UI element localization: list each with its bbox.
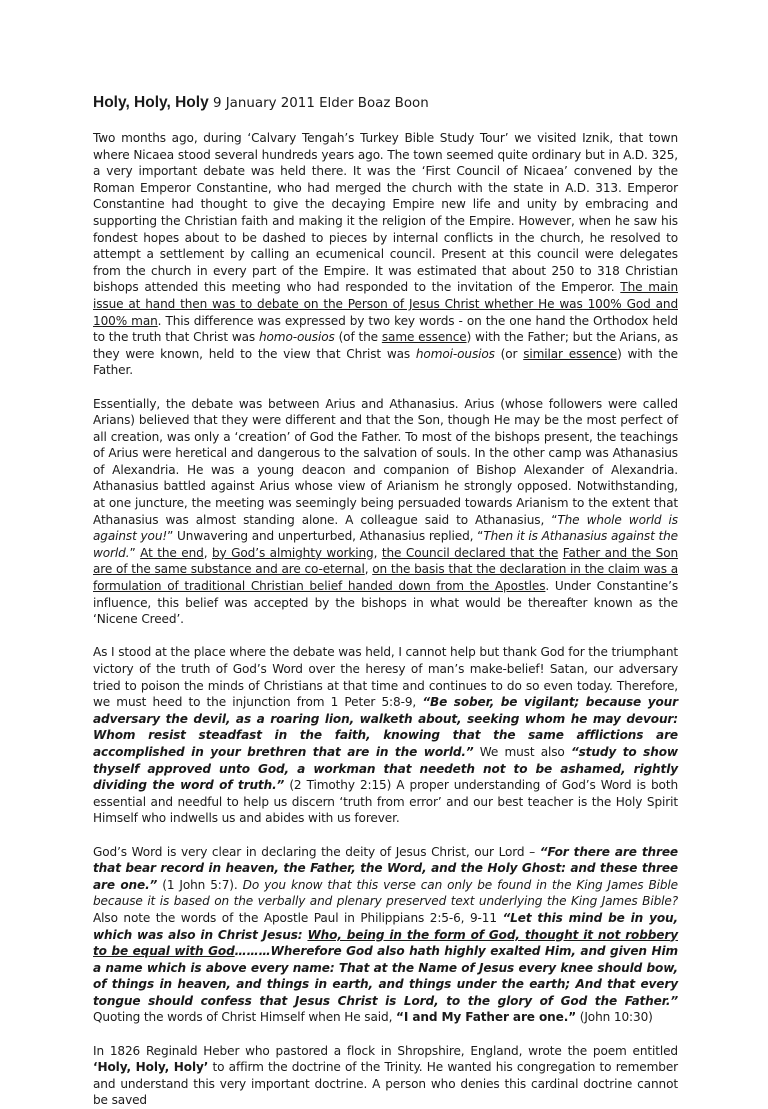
text-run: “Be sober, be vigilant; because your adversary the devil, as a roaring lion, walketh about, seeking whom he may devour: Whom resist steadfast in the faith, knowing that the same afflictions are accomplished in your brethren that are in the world.” [93, 695, 678, 759]
text-run: by God’s almighty working [212, 545, 374, 560]
text-run: “Let this mind be in you, which was also in Christ Jesus: [93, 910, 678, 942]
text-run: Two months ago, during ‘Calvary Tengah’s Turkey Bible Study Tour’ we visited Iznik, that town where Nicaea stood several hundreds years ago. The town seemed quite ordinary but in A.D. 325, a very important debate was held there. It was the ‘First Council of Nicaea’ convened by the Roman Emperor Constantine, who had merged the church with the state in A.D. 313. Emperor Constantine had thought to give the decaying Empire new life and unity by embracing and supporting the Christian faith and making it the religion of the Empire. However, when he saw his fondest hopes about to be dashed to pieces by internal conflicts in the church, he resolved to attempt a settlement by calling an ecumenical council. Present at this council were delegates from the church in every part of the Empire. It was estimated that about 250 to 318 Christian bishops attended this meeting who had responded to the invitation of the Emperor. [93, 131, 678, 295]
text-run: “For there are three that bear record in heaven, the Father, the Word, and the Holy Ghost: and these three are one.” [93, 844, 679, 892]
text-run: (or [494, 346, 524, 361]
byline: 9 January 2011 Elder Boaz Boon [208, 96, 429, 111]
text-run: Father and the Son are of the same substance and are co-eternal [93, 545, 679, 577]
text-run: We must also [473, 744, 571, 759]
text-run: The whole world is against you! [93, 512, 678, 544]
text-run: “I and My Father are one.” [396, 1010, 577, 1025]
text-run: At the end [140, 545, 204, 560]
text-run: ………Wherefore God also hath highly exalted Him, and given Him a name which is above every name: That at the Name of Jesus every knee should bow, of things in heaven, and things in earth, and things under the earth; And that every tongue should confess that Jesus Christ is Lord, to the glory of God the Father.” [93, 944, 678, 1008]
text-run: As I stood at the place where the debate was held, I cannot help but thank God for the triumphant victory of the truth of God’s Word over the heresy of man’s make-belief! Satan, our adversary tried to poison the minds of Christians at that time and continues to do so even today. Therefore, we must heed to the injunction from 1 Peter 5:8-9, [93, 645, 678, 710]
text-run: , [373, 545, 382, 560]
text-run: In 1826 Reginald Heber who pastored a flock in Shropshire, England, wrote the poem entitled [93, 1043, 678, 1058]
text-run: ” [129, 545, 141, 560]
text-run: on the basis that the declaration in the claim was a formulation of traditional Christian belief handed down from the Apostles [93, 562, 678, 594]
paragraph [93, 130, 678, 379]
text-run: . Under Constantine’s influence, this belief was accepted by the bishops in what would be thereafter known as the ‘Nicene Creed’. [93, 579, 679, 627]
text-run: (1 John 5:7). [157, 877, 243, 892]
text-run: (of the [334, 330, 382, 345]
text-run: Quoting the words of Christ Himself when He said, [93, 1010, 397, 1025]
text-run: Who, being in the form of God, thought it not robbery to be equal with God [93, 927, 678, 959]
text-run: ” Unwavering and unperturbed, Athanasius replied, “ [167, 529, 484, 544]
text-run: homoi-ousios [415, 346, 495, 361]
paragraph [93, 844, 678, 1027]
text-run: Also note the words of the Apostle Paul in Philippians 2:5-6, 9-11 [93, 910, 503, 925]
text-run: ‘Holy, Holy, Holy’ [93, 1060, 209, 1075]
text-run: Do you know that this verse can only be found in the King James Bible because it is based on the verbally and plenary preserved text underlying the King James Bible? [93, 877, 678, 909]
text-run: homo-ousios [258, 330, 335, 345]
page-title: Holy, Holy, Holy [93, 94, 209, 111]
text-run: the Council declared that the [381, 545, 559, 560]
paragraph [93, 1043, 678, 1109]
text-run: ) with the Father; but the Arians, as they were known, held to the view that Christ was [93, 330, 678, 361]
text-run: similar essence [523, 346, 618, 361]
text-run: ) with the Father. [93, 346, 678, 378]
text-run: The main issue at hand then was to debate on the Person of Jesus Christ whether He was 100% God and 100% man [93, 280, 678, 328]
text-run: “study to show thyself approved unto God, a workman that needeth not to be ashamed, rightly dividing the word of truth.” [93, 744, 678, 793]
text-run: God’s Word is very clear in declaring the deity of Jesus Christ, our Lord – [93, 844, 540, 859]
text-run: , [203, 545, 212, 560]
text-run: . This difference was expressed by two key words - on the one hand the Orthodox held to the truth that Christ was [93, 313, 678, 345]
text-run: , [364, 562, 373, 577]
text-run: same essence [381, 330, 467, 345]
text-run: Then it is Athanasius against the world. [93, 529, 679, 560]
text-run: to affirm the doctrine of the Trinity. He wanted his congregation to remember and understand this very important doctrine. A person who denies this cardinal doctrine cannot be saved [93, 1060, 678, 1108]
title-line [93, 94, 678, 113]
text-run: Essentially, the debate was between Arius and Athanasius. Arius (whose followers were called Arians) believed that they were different and that the Son, though He may be the most perfect of all creation, was only a ‘creation’ of God the Father. To most of the bishops present, the teachings of Arius were heretical and dangerous to the salvation of souls. In the other camp was Athanasius of Alexandria. He was a young deacon and companion of Bishop Alexander of Alexandria. Athanasius battled against Arius whose view of Arianism he strongly opposed. Notwithstanding, at one juncture, the meeting was seemingly being persuaded towards Arianism to the extent that Athanasius was almost standing alone. A colleague said to Athanasius, “ [93, 396, 678, 527]
text-run: (John 10:30) [576, 1010, 653, 1025]
text-run: (2 Timothy 2:15) A proper understanding of God’s Word is both essential and needful to help us discern ‘truth from error’ and our best teacher is the Holy Spirit Himself who indwells us and abides with us forever. [93, 778, 679, 826]
paragraph [93, 396, 678, 628]
paragraph [93, 644, 678, 827]
document-body [93, 130, 678, 1109]
